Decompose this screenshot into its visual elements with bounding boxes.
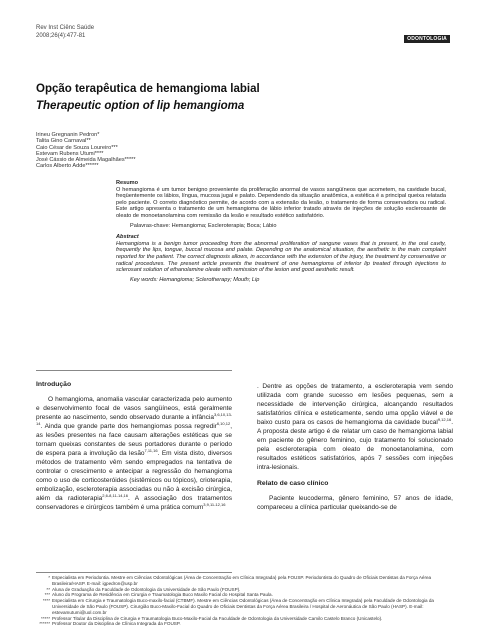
footnote: ** Aluna de Graduação da Faculdade de Odontologia da Universidade de São Paulo (FOUSP). bbox=[46, 586, 241, 592]
author: Talita Gino Carnaval** bbox=[36, 138, 91, 145]
author: Carlos Alberto Adde****** bbox=[36, 163, 99, 170]
intro-paragraph-continued: . Dentre as opções de tratamento, a escleroterapia vem sendo utilizada com grande sucesso em lesões pequenas, sem a necessidade de intervenção cirúrgica, alcançando resultados satisfatórios clínica e esteticamente, sendo uma opção viável e de baixo custo para os casos de hemangioma da cavidade bucal$^{9,12,16}$. A proposta deste artigo é de relatar um caso de hemangioma labial em paciente do gênero feminino, cujo tratamento foi solucionado pela escleroterapia com oleato de monoetanolamina, com resultados estéticos satisfatórios, após 7 sessões com injeções intra-lesionais. bbox=[257, 383, 453, 471]
author-list bbox=[36, 132, 136, 170]
author: José Cássio de Almeida Magalhães***** bbox=[36, 157, 136, 164]
footnote: **** Especialista em Cirurgia e Traumatologia Buco-maxilo-facial (CTBMF). Mestre em Ciências Odontológicas (Área de Concentração em Clínica Integrada) pela Faculdade de Odontologia da Universidade de São Paulo (FOUSP). Cirurgião Buco-Maxilo-Facial do Quadro de Oficiais Dentistas da Força Aérea Brasileira / Hospital de Aeronáutica de São Paulo (HASP). E-mail: estevamutumi@uol.com.br bbox=[42, 598, 434, 615]
body-column-right bbox=[257, 382, 453, 512]
abstract-en-keywords: Key words: Hemangioma; Sclerotherapy; Mouth; Lip bbox=[130, 276, 260, 283]
abstract-en-heading: Abstract bbox=[116, 234, 139, 241]
citation: 3,9,11-12,16 bbox=[203, 501, 226, 507]
section-tag: ODONTOLOGIA bbox=[404, 35, 450, 43]
journal-name: Rev Inst Ciênc Saúde bbox=[36, 25, 95, 31]
abstract-en-text: Hemangioma is a benign tumor proceeding from the abnormal proliferation of sangune vases that is present, in the oral cavity, frequently the lips, tongue, buccal mucosa and palate. Depending on the anatomical situation, the aesthetic is the main complaint reported for the patient. The correct diagnosis allows, in accordance with the extension of the injury, the treatment by conservative or radical procedures. The present article presents the treatment of one hemangioma of inferior lip treated through injections to sclerosant solution of ethanolamine oleate with remission of the lesion and good aesthetic result. bbox=[116, 240, 446, 274]
divider bbox=[36, 370, 232, 371]
title-portuguese: Opção terapêutica de hemangioma labial bbox=[36, 83, 260, 95]
author: Caio César de Souza Loureiro*** bbox=[36, 144, 118, 151]
author: Estevam Rubens Utumi**** bbox=[36, 150, 104, 157]
citation: 3,6,10,13-14 bbox=[36, 411, 232, 426]
footnote: ***** Professor Titular da Disciplina de Cirurgia e Traumatologia Buco-Maxilo-Facial da Faculdade de Odontologia da Universidade Camilo Castelo Branco (Unicastelo). bbox=[41, 615, 383, 621]
intro-paragraph: O hemangioma, anomalia vascular caracterizada pelo aumento e desenvolvimento focal de vasos sangüíneos, está geralmente presente ao nascimento, sendo observado durante a infância$^{3,6,10,13-14}$. Ainda que grande parte dos hemangiomas possa regredir$^{6,10,12}$, as lesões presentes na face causam alterações estéticas que se tornam queixas constantes de seus portadores durante o período de espera para a involução da lesão$^{7,11,16}$. Em vista disto, diversos métodos de tratamento vêm sendo empregados na tentativa de controlar o crescimento e antecipar a regressão do hemangioma como o uso de corticosteróides (sistêmicos ou tópicos), crioterapia, embolização, escleroterapia associadas ou não à excisão cirúrgica, além da radioterapia$^{2,6-8,11-14,16}$. A associação dos tratamentos conservadores e cirúrgicos também é uma prática comum$^{3,9,11-12,16}$ bbox=[36, 396, 233, 511]
body-column-left bbox=[36, 380, 232, 512]
case-report-paragraph: Paciente leucoderma, gênero feminino, 57 anos de idade, compareceu a clínica particular queixando-se de bbox=[257, 495, 453, 511]
footnote: ****** Professor Doutor da Disciplina de Clínica Integrada da FOUSP. bbox=[39, 621, 181, 627]
footnote: * Especialista em Periodontia. Mestre em Ciências Odontológicas (Área de Concentração em Clínica Integrada) pela FOUSP. Periodontista do Quadro de Oficiais Dentistas da Força Aérea Brasileira/HASP. E-mail: igpedron@usp.br bbox=[48, 575, 432, 586]
citation: 9,12,16 bbox=[437, 416, 452, 422]
journal-volume: 2008;26(4):477-81 bbox=[36, 33, 86, 39]
footnote: *** Aluno do Programa de Residência em Cirurgia e Traumatologia Buco Maxilo Facial do Hospital Santa Paula. bbox=[44, 592, 273, 598]
citation: 2,6-8,11-14,16 bbox=[102, 492, 129, 498]
citation: 6,10,12 bbox=[216, 420, 231, 426]
footnotes bbox=[36, 575, 456, 627]
abstract-pt-keywords: Palavras-chave: Hemangioma; Escleroterapia; Boca; Lábio bbox=[130, 222, 277, 229]
journal-citation bbox=[36, 24, 94, 40]
abstract-pt-text: O hemangioma é um tumor benigno proveniente da proliferação anormal de vasos sangüíneos que acometem, na cavidade bucal, freqüentemente os lábios, língua, mucosa jugal e palato. Dependendo da situação anatômica, a estética é a principal queixa relatada pelo paciente. O correto diagnóstico permite, de acordo com a extensão da lesão, o tratamento de forma conservadora ou radical. Este artigo apresenta o tratamento de um hemangioma de lábio inferior tratado através de injeções de solução esclerosante de oleato de monoetanolamina com remissão da lesão e resultado estético satisfatório. bbox=[116, 186, 446, 219]
footnote-divider bbox=[36, 572, 232, 573]
case-report-heading: Relato de caso clínico bbox=[257, 480, 329, 487]
abstract-pt-heading: Resumo bbox=[116, 180, 139, 186]
author: Irineu Gregnanin Pedron* bbox=[36, 132, 100, 138]
citation: 7,11,16 bbox=[144, 447, 158, 453]
abstract-block bbox=[116, 180, 446, 283]
intro-heading: Introdução bbox=[36, 381, 72, 388]
title-english: Therapeutic option of lip hemangioma bbox=[36, 100, 245, 112]
